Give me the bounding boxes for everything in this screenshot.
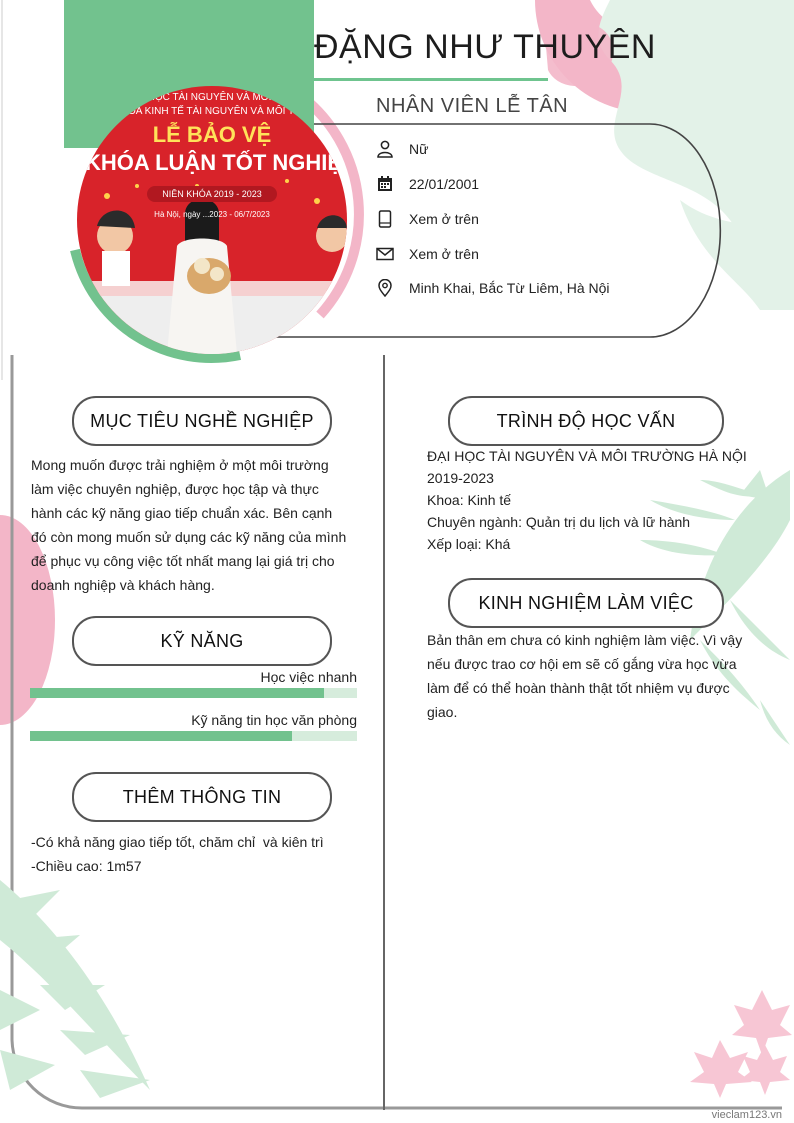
banner-title-2: KHÓA LUẬN TỐT NGHIỆ — [85, 150, 343, 175]
phone-icon — [376, 210, 394, 228]
experience-line: làm để có thể hoàn thành thật tốt nhiệm vụ được — [427, 680, 730, 696]
more-info-heading: THÊM THÔNG TIN — [72, 772, 332, 822]
experience-line: nếu được trao cơ hội em sẽ cố gắng vừa học vừa — [427, 656, 737, 672]
skill-bar — [30, 688, 357, 698]
skill-bar — [30, 731, 357, 741]
education-text — [427, 445, 777, 555]
candidate-name: ĐẶNG NHƯ THUYÊN — [314, 28, 656, 66]
contact-birthday — [376, 173, 480, 195]
experience-heading: KINH NGHIỆM LÀM VIỆC — [448, 578, 724, 628]
education-school: ĐẠI HỌC TÀI NGUYÊN VÀ MÔI TRƯỜNG HÀ NỘI — [427, 448, 747, 464]
profile-photo — [77, 86, 347, 354]
calendar-icon — [376, 175, 394, 193]
objective-heading: MỤC TIÊU NGHỀ NGHIỆP — [72, 396, 332, 446]
banner-line-1: ĐẠI HỌC TÀI NGUYÊN VÀ MÔI TRƯ — [128, 92, 296, 103]
contact-email — [376, 243, 479, 265]
education-heading: TRÌNH ĐỘ HỌC VẤN — [448, 396, 724, 446]
contact-email-text: Xem ở trên — [409, 246, 479, 262]
education-faculty: Khoa: Kinh tế — [427, 492, 512, 508]
skill-bar-fill — [30, 688, 324, 698]
contact-gender-text: Nữ — [409, 141, 429, 157]
objective-line: hành các kỹ năng giao tiếp chuẩn xác. Bên cạnh — [31, 505, 333, 521]
banner-line-2: KHOA KINH TẾ TÀI NGUYÊN VÀ MÔI TRƯ — [114, 106, 310, 117]
person-icon — [376, 140, 394, 158]
location-icon — [376, 279, 394, 297]
education-major: Chuyên ngành: Quản trị du lịch và lữ hành — [427, 514, 691, 530]
contact-phone-text: Xem ở trên — [409, 211, 479, 227]
contact-birthday-text: 22/01/2001 — [409, 176, 480, 192]
more-info-line: -Chiều cao: 1m57 — [31, 858, 142, 874]
banner-title-1: LỄ BẢO VỆ — [152, 122, 272, 147]
objective-line: để phục vụ công việc tốt nhất mang lại giá trị cho — [31, 553, 335, 569]
objective-line: doanh nghiệp và khách hàng. — [31, 577, 215, 593]
more-info-text — [31, 830, 376, 878]
contact-gender — [376, 138, 429, 160]
skill-bar-fill — [30, 731, 292, 741]
experience-line: giao. — [427, 704, 458, 720]
banner-tag: NIÊN KHÓA 2019 - 2023 — [147, 186, 277, 202]
skills-heading: KỸ NĂNG — [72, 616, 332, 666]
more-info-line: -Có khả năng giao tiếp tốt, chăm chỉ và kiên trì — [31, 834, 324, 850]
skill-label: Học việc nhanh — [260, 669, 357, 685]
objective-line: làm việc chuyên nghiệp, được học tập và thực — [31, 481, 319, 497]
contact-address-text: Minh Khai, Bắc Từ Liêm, Hà Nội — [409, 280, 610, 296]
email-icon — [376, 245, 394, 263]
contact-address — [376, 277, 610, 299]
name-underline — [313, 78, 548, 81]
objective-text — [31, 453, 371, 597]
job-title: NHÂN VIÊN LỄ TÂN — [376, 95, 569, 117]
objective-line: Mong muốn được trải nghiệm ở một môi trường — [31, 457, 329, 473]
banner-date: Hà Nội, ngày ...2023 - 06/7/2023 — [154, 210, 270, 219]
skill-label: Kỹ năng tin học văn phòng — [191, 712, 357, 728]
experience-line: Bản thân em chưa có kinh nghiệm làm việc. Vì vậy — [427, 632, 743, 648]
contact-phone — [376, 208, 479, 230]
experience-text — [427, 628, 777, 724]
watermark: vieclam123.vn — [711, 1109, 782, 1121]
objective-line: đó còn mong muốn sử dụng các kỹ năng của mình — [31, 529, 347, 545]
education-grade: Xếp loại: Khá — [427, 536, 511, 552]
education-years: 2019-2023 — [427, 470, 494, 486]
